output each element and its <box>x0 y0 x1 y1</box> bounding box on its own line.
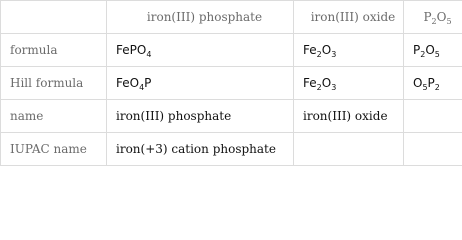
column-header-iron-iii-phosphate: iron(III) phosphate <box>107 1 294 34</box>
name-cell-p2o5 <box>404 100 462 133</box>
row-header-name: name <box>1 100 107 133</box>
hill-formula-cell-p2o5: $O_5P_2$ <box>404 67 462 100</box>
name-cell-iron-iii-phosphate: iron(III) phosphate <box>107 100 294 133</box>
table-row <box>1 133 462 166</box>
column-header-formula: $P_2O_5$ <box>423 10 452 26</box>
name-cell-iron-iii-oxide: iron(III) oxide <box>294 100 404 133</box>
corner-cell <box>1 1 107 34</box>
iupac-name-cell-iron-iii-oxide <box>294 133 404 166</box>
iupac-name-cell-p2o5 <box>404 133 462 166</box>
formula-cell-p2o5: $P_2O_5$ <box>404 34 462 67</box>
table-row <box>1 34 462 67</box>
row-header-iupac-name: IUPAC name <box>1 133 107 166</box>
row-header-hill-formula: Hill formula <box>1 67 107 100</box>
column-header-iron-iii-oxide: iron(III) oxide <box>294 1 404 34</box>
column-header-p2o5 <box>404 1 462 34</box>
iupac-name-cell-iron-iii-phosphate: iron(+3) cation phosphate <box>107 133 294 166</box>
formula-cell-iron-iii-oxide: $Fe_2O_3$ <box>294 34 404 67</box>
hill-formula-cell-iron-iii-phosphate: FeO$_4$P <box>107 67 294 100</box>
hill-formula-cell-iron-iii-oxide: $Fe_2O_3$ <box>294 67 404 100</box>
header-row <box>1 1 462 34</box>
table-row <box>1 100 462 133</box>
row-header-formula: formula <box>1 34 107 67</box>
table-row <box>1 67 462 100</box>
formula-cell-iron-iii-phosphate: FePO$_4$ <box>107 34 294 67</box>
